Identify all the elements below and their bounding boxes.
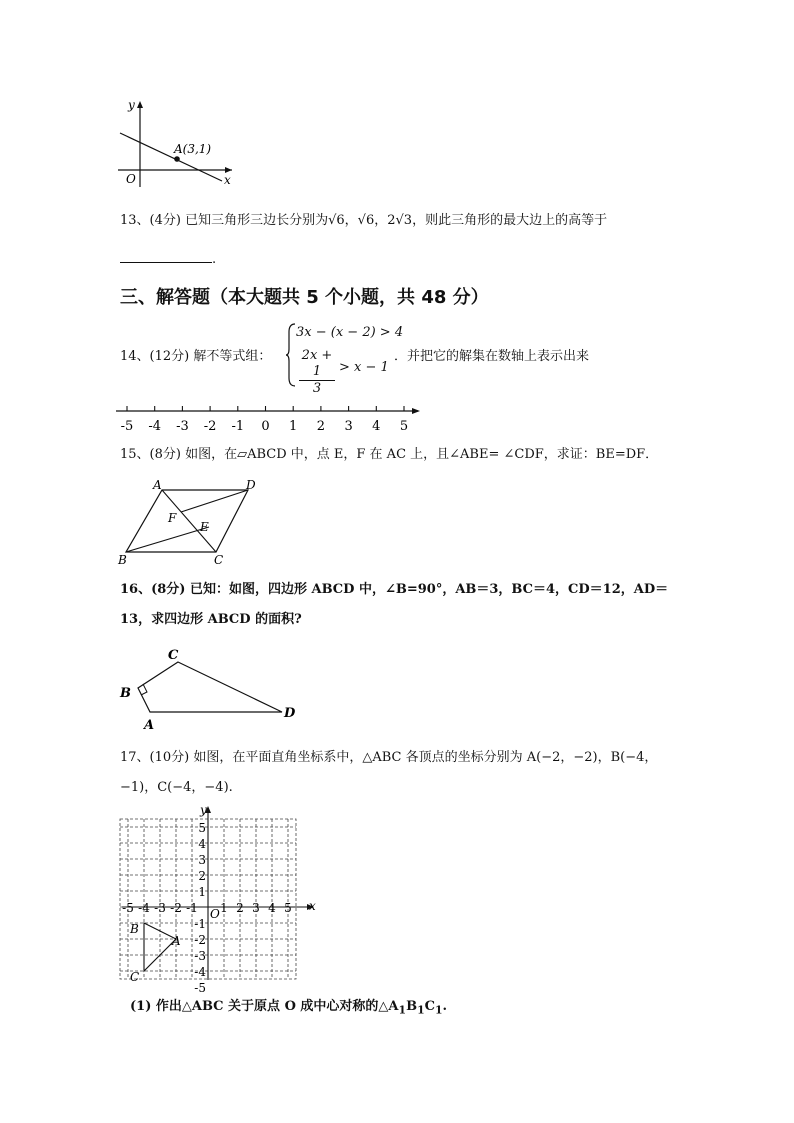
parallelogram	[126, 490, 248, 552]
number-line-tick-label: -2	[203, 419, 217, 434]
x-tick-label: -2	[170, 901, 182, 915]
number-line-arrow-icon	[412, 408, 420, 414]
number-line-tick-label: -3	[176, 419, 189, 434]
question-17-line-2: −1)，C(−4，−4).	[120, 780, 233, 795]
y-tick-label: 4	[198, 837, 206, 851]
y-axis-arrow-icon	[137, 101, 143, 108]
section-title: 三、解答题（本大题共 5 个小题，共 48 分）	[120, 287, 489, 308]
x-tick-label: 3	[252, 901, 260, 915]
vertex-label-c: C	[168, 648, 179, 663]
question-13	[120, 211, 607, 231]
vertex-label-d: D	[284, 706, 296, 721]
y-tick-label: 2	[198, 869, 206, 883]
y-tick-label: 5	[198, 821, 206, 835]
q13-prefix: 13、(4分) 已知三角形三边长分别为	[120, 213, 329, 228]
x-tick-label: 2	[236, 901, 244, 915]
y-axis-label: y	[128, 98, 135, 112]
number-line-tick-label: 5	[399, 419, 409, 434]
number-line-tick-label: 3	[344, 419, 353, 434]
vertex-label-b: B	[118, 553, 127, 567]
y-tick-label: -3	[194, 949, 206, 963]
sub1-subscript-1: 1	[398, 1003, 407, 1017]
fraction-denominator: 3	[312, 381, 322, 396]
y-tick-label: -4	[194, 965, 206, 979]
q12-figure	[110, 95, 250, 195]
inequality-1: 3x − (x − 2) > 4	[296, 325, 404, 340]
q17-subquestion-1	[130, 997, 447, 1021]
vertex-label-d: D	[246, 478, 256, 492]
vertex-label-b: B	[130, 922, 139, 936]
q14-suffix: ．并把它的解集在数轴上表示出来	[394, 349, 590, 364]
origin-label: O	[210, 907, 220, 921]
coordinate-grid-figure	[112, 800, 332, 995]
vertex-label-c: C	[130, 970, 140, 984]
x-tick-label: 4	[268, 901, 276, 915]
point-label-e: E	[200, 520, 209, 534]
q13-side-3: 2√3	[387, 213, 413, 228]
answer-blank-period: .	[212, 252, 217, 267]
fraction-numerator: 2x + 1	[301, 348, 333, 379]
vertex-label-a: A	[144, 718, 155, 733]
y-tick-label: -5	[194, 981, 206, 995]
question-17-line-1: 17、(10分) 如图，在平面直角坐标系中，△ABC 各顶点的坐标分别为 A(−2，−2)，B(−4，	[120, 750, 658, 765]
number-line-tick-label: -4	[148, 419, 162, 434]
q13-side-2: √6	[357, 213, 375, 228]
sub1-subscript-2: 1	[417, 1003, 425, 1017]
vertex-label-a: A	[172, 934, 181, 948]
x-tick-label: -5	[122, 901, 134, 915]
number-line-tick-label: 4	[372, 419, 381, 434]
x-tick-label: -3	[154, 901, 166, 915]
y-tick-label: 1	[198, 885, 206, 899]
y-tick-label: -1	[194, 917, 206, 931]
point-label-f: F	[168, 511, 177, 525]
x-axis-label: x	[224, 173, 231, 187]
q13-side-1: √6	[328, 213, 345, 228]
vertex-label-b: B	[120, 686, 131, 701]
sub1-subscript-3: 1	[434, 1003, 443, 1017]
question-16-line-2: 13，求四边形 ABCD 的面积?	[120, 612, 302, 627]
sub1-period: .	[442, 999, 448, 1014]
number-line-tick-label: -1	[231, 419, 245, 434]
number-line-tick-label: 0	[261, 419, 270, 434]
sub1-text: (1) 作出△ABC 关于原点 O 成中心对称的△A	[130, 999, 399, 1014]
q13-suffix: ，则此三角形的最大边上的高等于	[412, 213, 608, 228]
vertex-label-a: A	[153, 478, 162, 492]
q15-figure	[112, 474, 272, 568]
q13-sep-2: ，	[374, 213, 388, 228]
q14-prefix: 14、(12分) 解不等式组：	[120, 349, 272, 364]
point-a	[174, 156, 180, 162]
x-tick-label: -1	[186, 901, 198, 915]
quadrilateral-abcd	[138, 662, 282, 712]
q13-sep-1: ，	[344, 213, 358, 228]
x-tick-label: 5	[284, 901, 292, 915]
answer-blank[interactable]	[120, 262, 212, 263]
number-line-tick-label: 1	[289, 419, 298, 434]
number-line-tick-label: 2	[316, 419, 326, 434]
number-line	[110, 400, 430, 436]
vertex-label-c: C	[214, 553, 224, 567]
x-tick-label: -4	[138, 901, 150, 915]
y-tick-label: -2	[194, 933, 206, 947]
inequality-2-fraction	[297, 348, 337, 397]
x-tick-label: 1	[220, 901, 228, 915]
origin-label: O	[126, 172, 136, 186]
x-axis-label: x	[309, 899, 316, 913]
sub1-letter-c: C	[424, 999, 435, 1014]
inequality-2-rest: > x − 1	[339, 360, 389, 375]
sub1-letter-b: B	[406, 999, 418, 1014]
number-line-tick-label: -5	[120, 419, 134, 434]
q16-figure	[112, 642, 312, 732]
question-16-line-1: 16、(8分) 已知：如图，四边形 ABCD 中，∠B=90°，AB＝3，BC＝4，CD＝12，AD＝	[120, 582, 669, 597]
point-a-label: A(3,1)	[174, 142, 212, 156]
y-axis-label: y	[200, 803, 207, 817]
y-tick-label: 3	[198, 853, 206, 867]
question-15: 15、(8分) 如图，在▱ABCD 中，点 E，F 在 AC 上，且∠ABE= ∠CDF，求证：BE=DF．	[120, 447, 659, 462]
